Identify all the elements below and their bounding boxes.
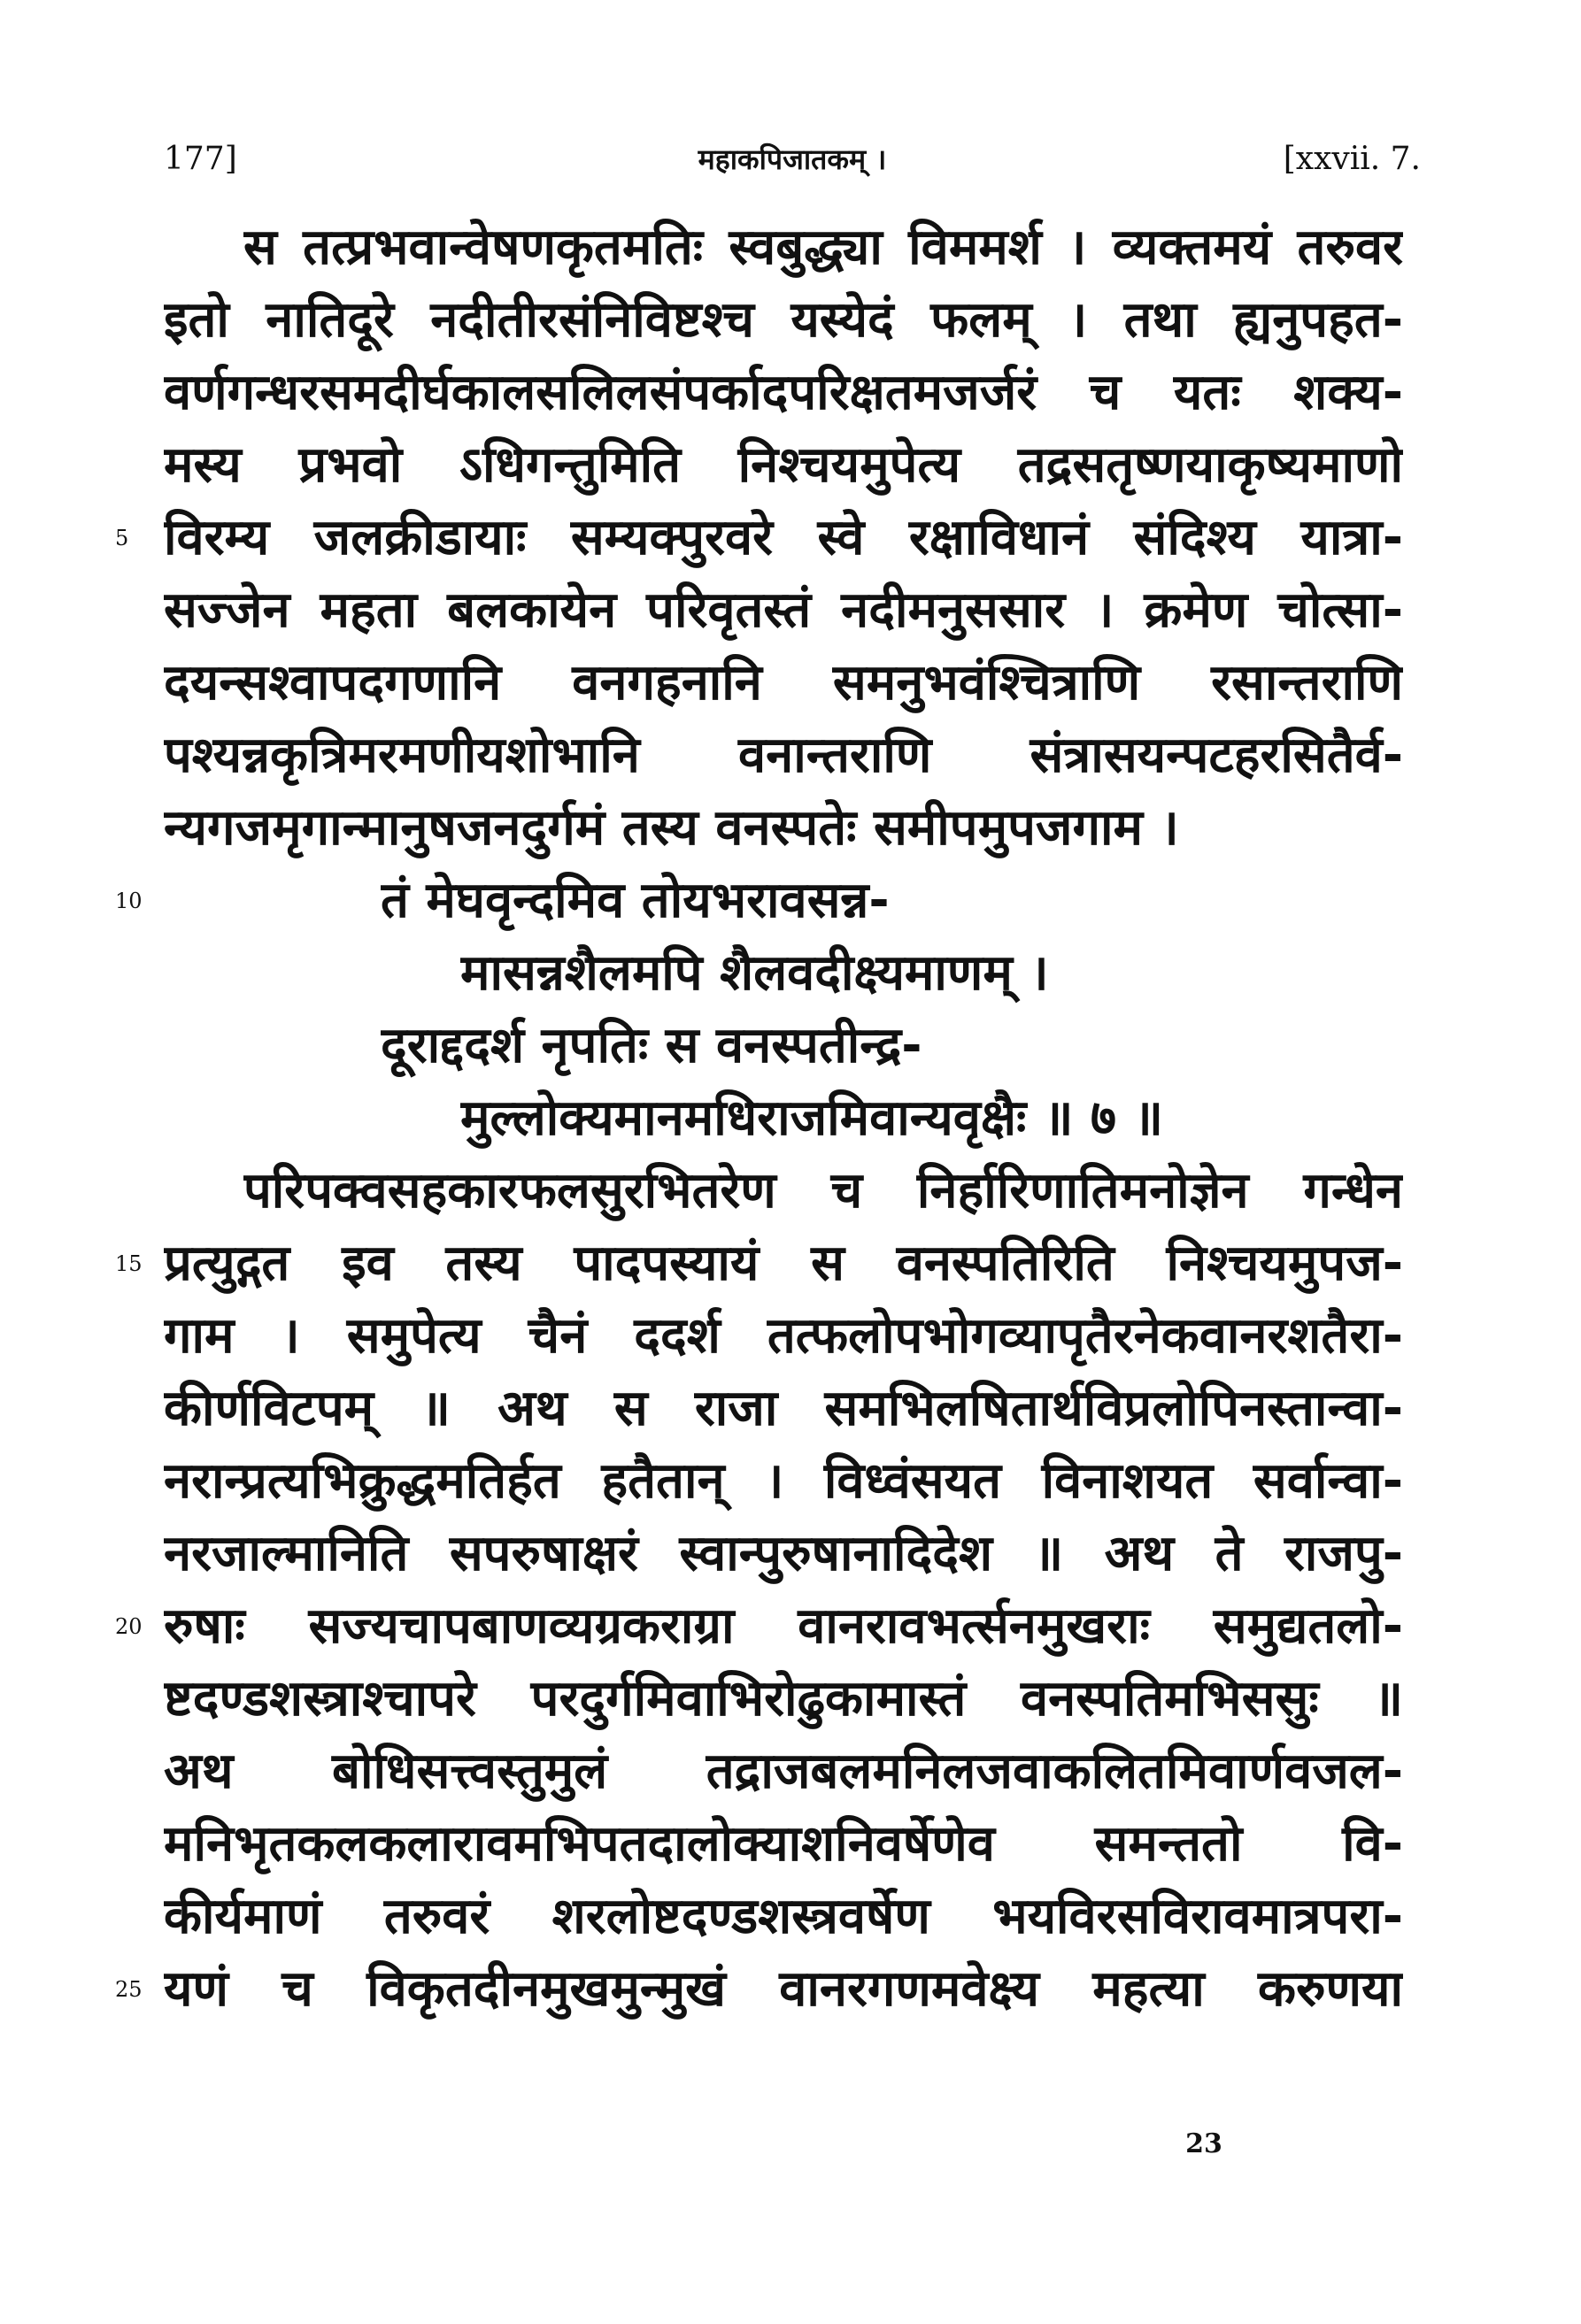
text-line: इतो नातिदूरे नदीतीरसंनिविष्टश्च यस्येदं फलम् । तथा ह्यनुपहत- (164, 291, 1403, 349)
signature-mark: 23 (1185, 2128, 1222, 2159)
text-line: अथ बोधिसत्त्वस्तुमुलं तद्राजबलमनिलजवाकलितमिवार्णवजल- (164, 1743, 1403, 1800)
text-line: परिपक्वसहकारफलसुरभितरेण च निर्हारिणातिमनोज्ञेन गन्धेन (243, 1162, 1403, 1220)
section-reference: [xxvii. 7. (1283, 141, 1421, 177)
text-line: मस्य प्रभवो ऽधिगन्तुमिति निश्चयमुपेत्य तद्रसतृष्णयाकृष्यमाणो (164, 436, 1403, 494)
text-line: नरान्प्रत्यभिक्रुद्धमतिर्हत हतैतान् । विध्वंसयत विनाशयत सर्वान्वा- (164, 1452, 1403, 1510)
verse-line: तं मेघवृन्दमिव तोयभरावसन्न- (381, 872, 890, 929)
text-line: गाम । समुपेत्य चैनं ददर्श तत्फलोपभोगव्यापृतैरनेकवानरशतैरा- (164, 1307, 1403, 1365)
text-line: स तत्प्रभवान्वेषणकृतमतिः स्वबुद्ध्या विममर्श । व्यक्तमयं तरुवर (243, 219, 1403, 276)
text-line: वर्णगन्धरसमदीर्घकालसलिलसंपर्कादपरिक्षतमजर्जरं च यतः शक्य- (164, 364, 1403, 421)
line-number: 25 (115, 1977, 143, 2002)
text-line: प्रत्युद्गत इव तस्य पादपस्यायं स वनस्पतिरिति निश्चयमुपज- (164, 1235, 1403, 1292)
running-header (164, 133, 1421, 186)
verse-line: मासन्नशैलमपि शैलवदीक्ष्यमाणम् । (460, 944, 1049, 1002)
text-line: रुषाः सज्यचापबाणव्यग्रकराग्रा वानरावभर्त्सनमुखराः समुद्यतलो- (164, 1597, 1403, 1655)
verse-line: दूराद्ददर्श नृपतिः स वनस्पतीन्द्र- (381, 1017, 922, 1074)
line-number: 20 (115, 1614, 143, 1639)
line-number: 5 (115, 526, 129, 550)
text-line: नरजाल्मानिति सपरुषाक्षरं स्वान्पुरुषानादिदेश ॥ अथ ते राजपु- (164, 1525, 1403, 1582)
text-line: कीर्णविटपम् ॥ अथ स राजा समभिलषितार्थविप्रलोपिनस्तान्वा- (164, 1380, 1403, 1437)
verse-line: मुल्लोक्यमानमधिराजमिवान्यवृक्षैः ॥ ७ ॥ (460, 1089, 1164, 1147)
text-line: दयन्सश्वापदगणानि वनगहनानि समनुभवंश्चित्राणि रसान्तराणि (164, 654, 1403, 712)
text-line: पश्यन्नकृत्रिमरमणीयशोभानि वनान्तराणि संत्रासयन्पटहरसितैर्व- (164, 727, 1403, 784)
text-line: न्यगजमृगान्मानुषजनदुर्गमं तस्य वनस्पतेः समीपमुपजगाम । (164, 799, 1179, 857)
text-line: विरम्य जलक्रीडायाः सम्यक्पुरवरे स्वे रक्षाविधानं संदिश्य यात्रा- (164, 509, 1403, 566)
text-line: कीर्यमाणं तरुवरं शरलोष्टदण्डशस्त्रवर्षेण भयविरसविरावमात्रपरा- (164, 1888, 1403, 1945)
line-number: 15 (115, 1251, 143, 1276)
text-line: ष्टदण्डशस्त्राश्चापरे परदुर्गमिवाभिरोढुकामास्तं वनस्पतिमभिससुः ॥ (164, 1670, 1403, 1728)
text-line: यणं च विकृतदीनमुखमुन्मुखं वानरगणमवेक्ष्य महत्या करुणया (164, 1960, 1403, 2018)
text-line: मनिभृतकलकलारावमभिपतदालोक्याशनिवर्षेणेव समन्ततो वि- (164, 1815, 1403, 1873)
page-reference: 177] (164, 141, 237, 177)
running-title: महाकपिजातकम् । (698, 142, 887, 176)
text-line: सज्जेन महता बलकायेन परिवृतस्तं नदीमनुससार । क्रमेण चोत्सा- (164, 581, 1403, 639)
line-number: 10 (115, 889, 143, 913)
